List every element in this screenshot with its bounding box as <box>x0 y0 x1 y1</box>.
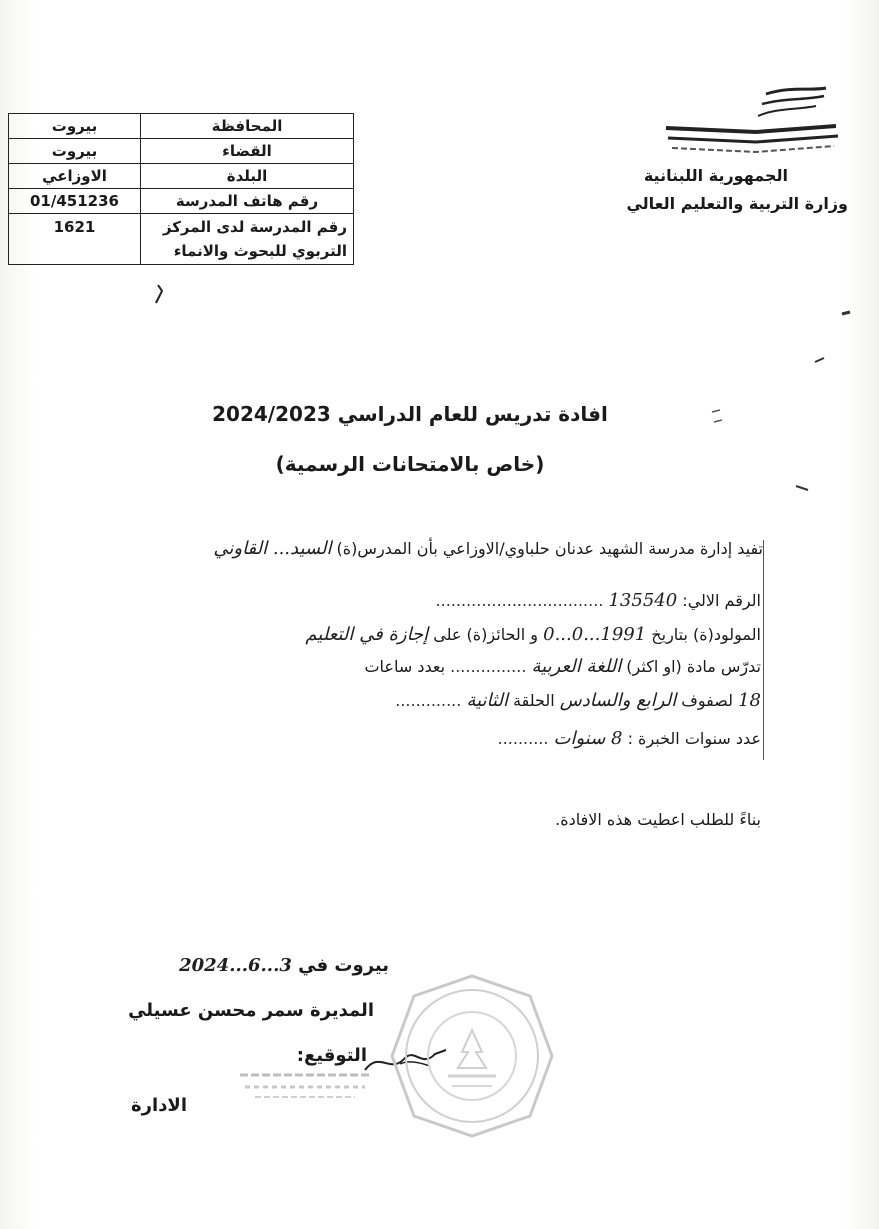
birth-date-handwritten: 1991...0...0 <box>543 624 647 645</box>
school-number-value: 1621 <box>9 214 141 265</box>
district-value: بيروت <box>9 139 141 164</box>
school-stamp <box>388 972 556 1140</box>
body-line-6 <box>498 728 761 749</box>
school-phone-label: رقم هاتف المدرسة <box>141 189 354 214</box>
line4-printed-b: بعدد ساعات <box>364 657 446 676</box>
school-phone-value: 01/451236 <box>9 189 141 214</box>
subject-handwritten: اللغة العربية <box>531 656 622 677</box>
line3-printed-a: المولود(ة) بتاريخ <box>651 625 761 644</box>
document-subtitle: (خاص بالامتحانات الرسمية) <box>275 452 545 476</box>
governorate-value: بيروت <box>9 114 141 139</box>
republic-name: الجمهورية اللبنانية <box>643 166 788 185</box>
margin-line <box>763 540 764 760</box>
open-book-icon <box>666 86 846 166</box>
line4-printed-a: تدرّس مادة (او اكثر) <box>626 657 761 676</box>
place-date-printed: بيروت في <box>298 955 389 976</box>
hours-handwritten: 18 <box>738 690 761 711</box>
closing-line: بناءً للطلب اعطيت هذه الافادة. <box>555 810 761 829</box>
table-row <box>9 164 354 189</box>
table-row <box>9 139 354 164</box>
degree-handwritten: إجازة في التعليم <box>305 624 429 645</box>
grades-handwritten: الرابع والسادس <box>559 690 677 711</box>
body-line-3 <box>305 624 761 645</box>
dotted-fill: ............... <box>450 657 527 676</box>
school-number-label: رقم المدرسة لدى المركز التربوي للبحوث والانماء <box>141 214 354 265</box>
table-row <box>9 189 354 214</box>
administration-label: الادارة <box>131 1095 187 1116</box>
body-line-4 <box>364 656 761 677</box>
ministry-name: وزارة التربية والتعليم العالي <box>626 194 848 213</box>
body-line-1 <box>213 538 763 559</box>
table-row <box>9 114 354 139</box>
dotted-fill: .......... <box>497 729 549 748</box>
line5-printed-a: لصفوف <box>681 691 733 710</box>
town-label: البلدة <box>141 164 354 189</box>
governorate-label: المحافظة <box>141 114 354 139</box>
line6-printed: عدد سنوات الخبرة : <box>627 729 761 748</box>
line3-printed-b: و الحائز(ة) على <box>433 625 539 644</box>
teacher-name-handwritten: السيد... القاوني <box>213 538 332 559</box>
cycle-handwritten: الثانية <box>466 690 508 711</box>
school-info-table <box>8 113 354 265</box>
line1-printed: تفيد إدارة مدرسة الشهيد عدنان حلباوي/الاوزاعي بأن المدرس(ة) <box>336 539 763 558</box>
dotted-fill: ................................. <box>435 591 604 610</box>
table-tick-mark <box>150 283 170 307</box>
ministry-logo <box>626 86 848 236</box>
body-line-5 <box>395 690 761 711</box>
employee-number-handwritten: 135540 <box>608 590 678 611</box>
table-row <box>9 214 354 265</box>
body-line-2 <box>436 590 761 611</box>
dotted-fill: ............. <box>395 691 462 710</box>
margin-marks <box>700 300 860 500</box>
director-name: المديرة سمر محسن عسيلي <box>128 1000 374 1021</box>
town-value: الاوزاعي <box>9 164 141 189</box>
date-handwritten: 3...6...2024 <box>179 955 292 976</box>
signature-label: التوقيع: <box>296 1045 367 1066</box>
district-label: القضاء <box>141 139 354 164</box>
line5-printed-b: الحلقة <box>513 691 555 710</box>
line2-printed: الرقم الالي: <box>682 591 761 610</box>
document-title: افادة تدريس للعام الدراسي 2024/2023 <box>212 402 608 426</box>
faint-stamp-text <box>235 1065 375 1105</box>
experience-handwritten: 8 سنوات <box>553 728 623 749</box>
place-date-line <box>179 955 389 976</box>
